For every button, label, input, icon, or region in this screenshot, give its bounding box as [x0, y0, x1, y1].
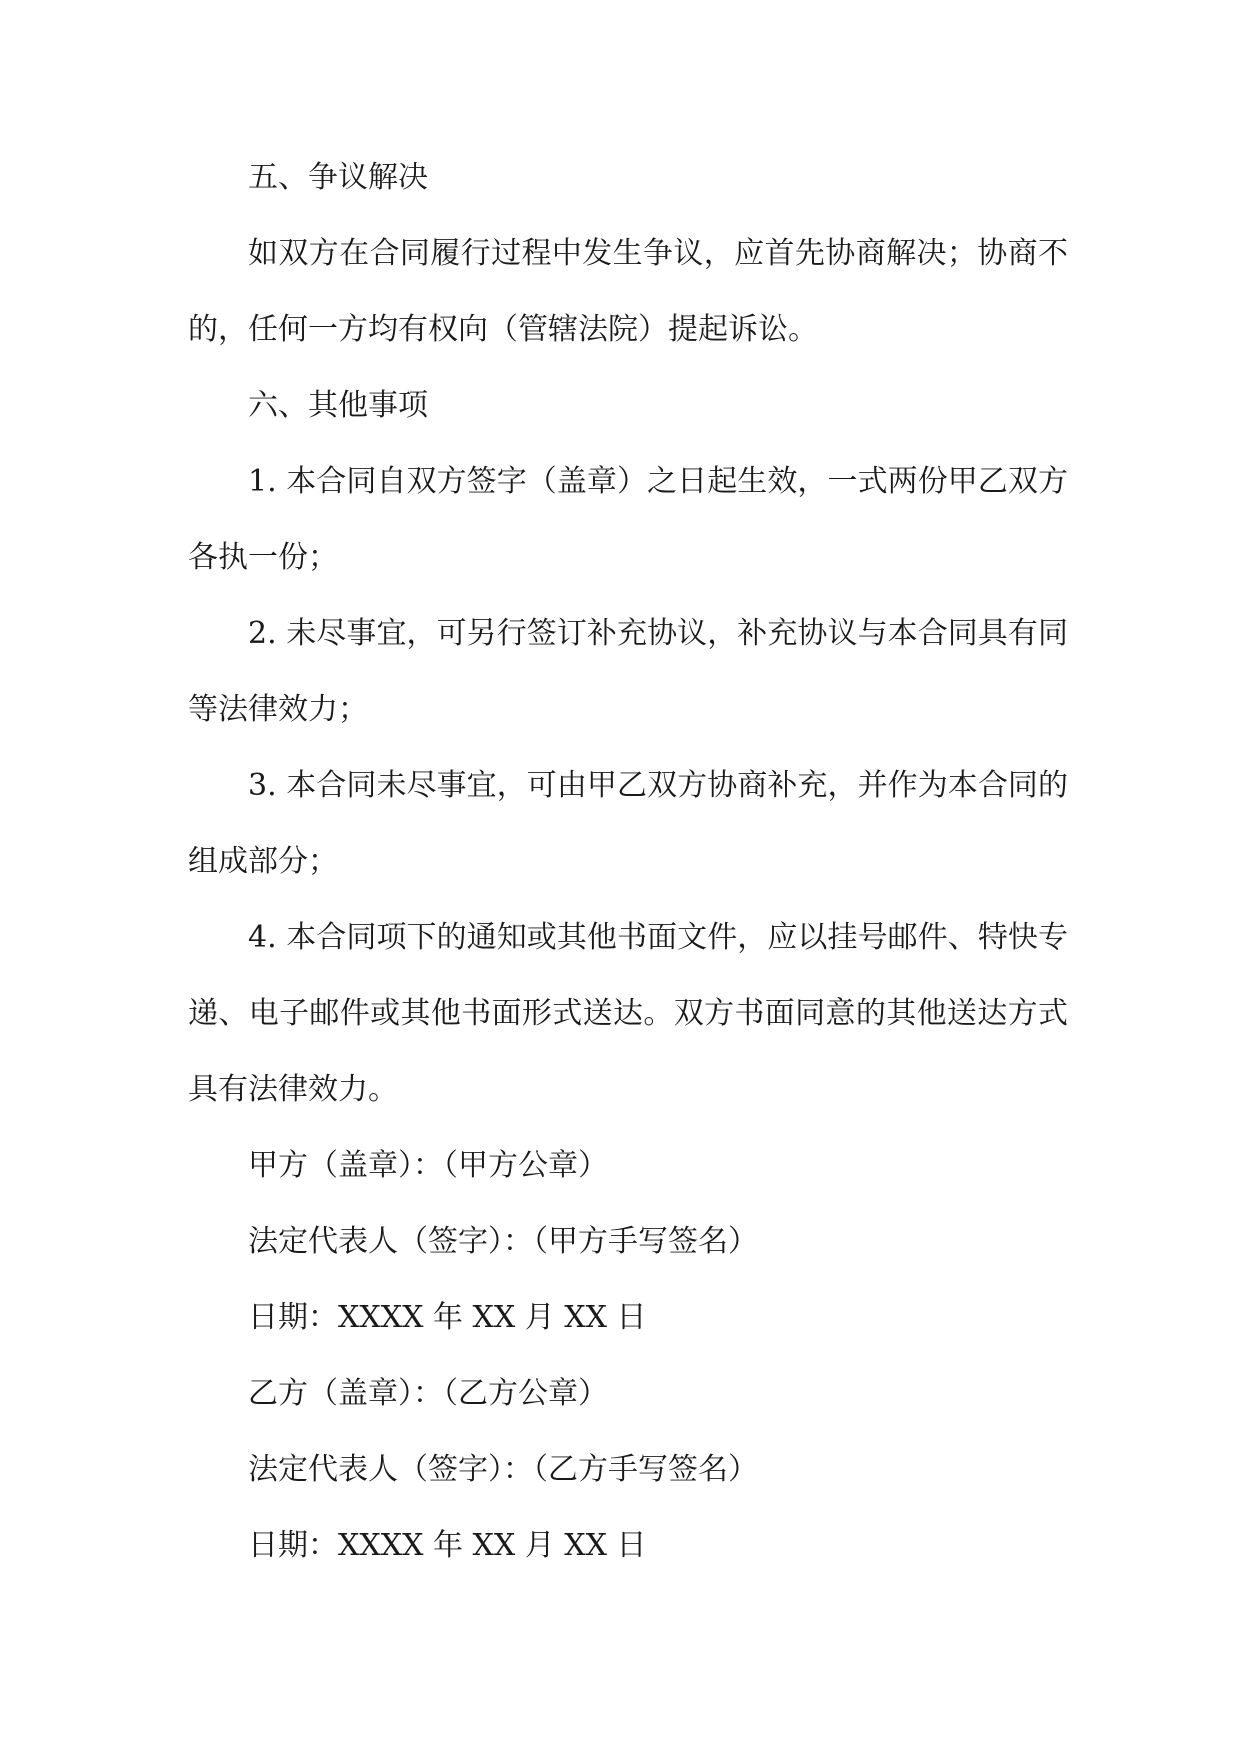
paragraph-dispute-line-2: 的，任何一方均有权向（管辖法院）提起诉讼。 — [188, 312, 818, 347]
party-a-representative: 法定代表人（签字）：（甲方手写签名） — [248, 1224, 758, 1259]
section-heading-dispute-resolution: 五、争议解决 — [248, 160, 428, 195]
item-3-line-2: 组成部分； — [188, 844, 338, 879]
document-body — [188, 140, 1068, 1584]
party-a-date: 日期：XXXX 年 XX 月 XX 日 — [248, 1300, 647, 1335]
item-1-line-1: 1. 本合同自双方签字（盖章）之日起生效，一式两份甲乙双方 — [248, 464, 1068, 499]
party-b-representative: 法定代表人（签字）：（乙方手写签名） — [248, 1452, 758, 1487]
item-4-line-2: 递、电子邮件或其他书面形式送达。双方书面同意的其他送达方式 — [188, 996, 1068, 1031]
item-2-line-1: 2. 未尽事宜，可另行签订补充协议，补充协议与本合同具有同 — [248, 616, 1068, 651]
party-b-seal: 乙方（盖章）：（乙方公章） — [248, 1376, 608, 1411]
item-4-line-3: 具有法律效力。 — [188, 1072, 398, 1107]
paragraph-dispute-line-1: 如双方在合同履行过程中发生争议，应首先协商解决；协商不 — [248, 236, 1068, 271]
item-1-line-2: 各执一份； — [188, 540, 338, 575]
party-a-seal: 甲方（盖章）：（甲方公章） — [248, 1148, 608, 1183]
item-4-line-1: 4. 本合同项下的通知或其他书面文件，应以挂号邮件、特快专 — [248, 920, 1068, 955]
section-heading-other-matters: 六、其他事项 — [248, 388, 428, 423]
party-b-date: 日期：XXXX 年 XX 月 XX 日 — [248, 1528, 647, 1563]
item-3-line-1: 3. 本合同未尽事宜，可由甲乙双方协商补充，并作为本合同的 — [248, 768, 1068, 803]
item-2-line-2: 等法律效力； — [188, 692, 368, 727]
